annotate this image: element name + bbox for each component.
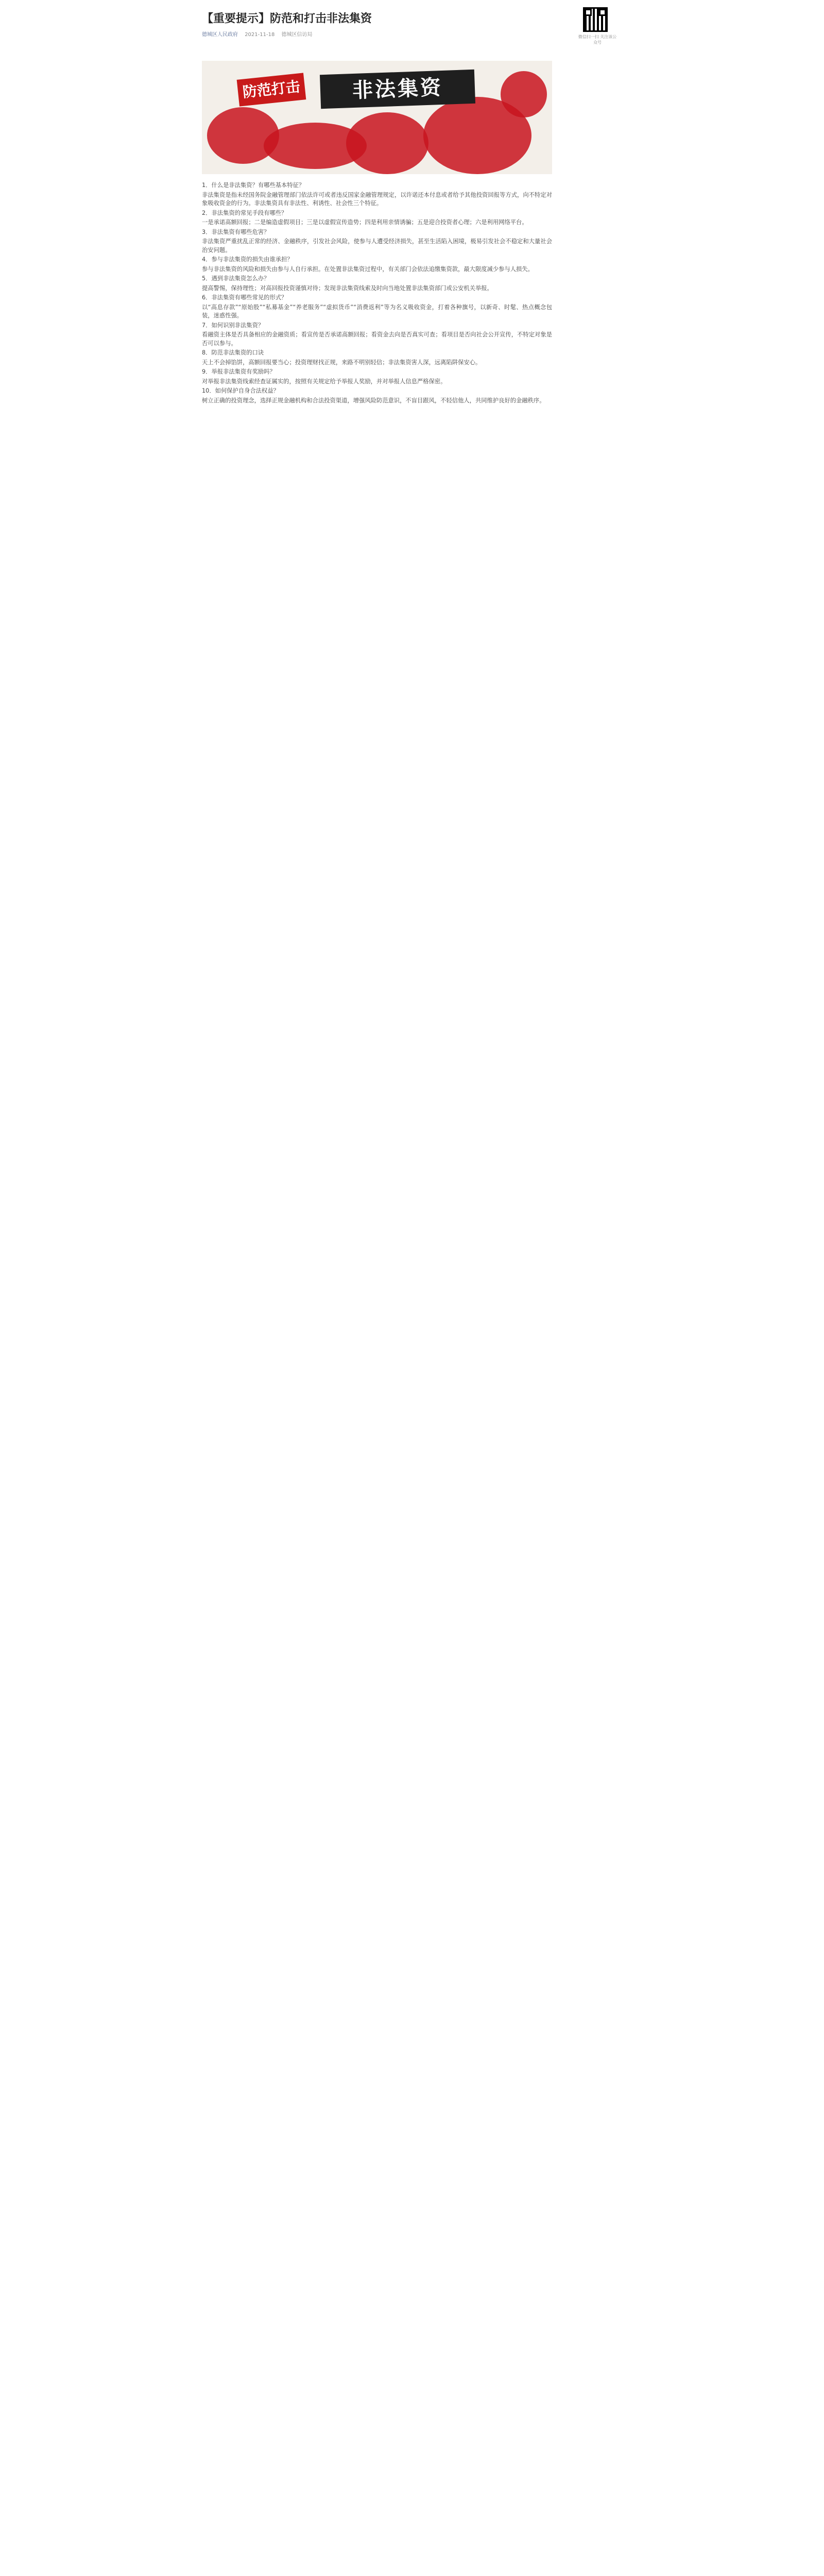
body-paragraph: 9．举报非法集资有奖励吗？ — [202, 368, 276, 375]
body-paragraph: 4．参与非法集资的损失由谁承担？ — [202, 256, 293, 263]
body-paragraph: 对举报非法集资线索经查证属实的，按照有关规定给予举报人奖励，并对举报人信息严格保密。 — [202, 378, 447, 385]
article-column — [202, 0, 552, 2576]
account-name[interactable]: 德城区人民政府 — [202, 32, 238, 38]
body-paragraph: 看融资主体是否具备相应的金融资质；看宣传是否承诺高额回报；看资金去向是否真实可查；看项目是否向社会公开宣传，不特定对象是否可以参与。 — [202, 331, 552, 347]
body-paragraph: 10．如何保护自身合法权益？ — [202, 387, 279, 394]
article-meta — [202, 30, 552, 39]
banner-right-tag: 非法集资 — [320, 70, 475, 109]
qr-code[interactable] — [583, 7, 608, 32]
banner-left-tag: 防范打击 — [237, 73, 306, 106]
body-paragraph: 一是承诺高额回报；二是编造虚假项目；三是以虚假宣传造势；四是利用亲情诱骗；五是迎合投资者心理；六是利用网络平台。 — [202, 219, 528, 226]
author-name: 德城区信访局 — [281, 32, 313, 38]
body-paragraph: 1．什么是非法集资？有哪些基本特征？ — [202, 182, 305, 189]
body-paragraph: 非法集资是指未经国务院金融管理部门依法许可或者违反国家金融管理规定，以许诺还本付息或者给予其他投资回报等方式，向不特定对象吸收资金的行为。非法集资具有非法性、利诱性、社会性三个特征。 — [202, 191, 552, 207]
body-paragraph: 树立正确的投资理念，选择正规金融机构和合法投资渠道，增强风险防范意识，不盲目跟风，不轻信他人，共同维护良好的金融秩序。 — [202, 397, 545, 404]
body-paragraph: 以“高息存款”“原始股”“私募基金”“养老服务”“虚拟货币”“消费返利”等为名义吸收资金，打着各种旗号，以新奇、时髦、热点概念包装，迷惑性强。 — [202, 303, 552, 319]
body-paragraph: 非法集资严重扰乱正常的经济、金融秩序，引发社会风险，使参与人遭受经济损失，甚至生活陷入困境，极易引发社会不稳定和大量社会治安问题。 — [202, 238, 552, 253]
qr-caption: 微信扫一扫 关注该公众号 — [578, 35, 617, 45]
qr-card — [577, 7, 618, 47]
article-body — [202, 181, 552, 2576]
article-title: 【重要提示】防范和打击非法集资 — [202, 12, 372, 25]
body-paragraph: 天上不会掉馅饼，高额回报要当心；投资理财找正规，来路不明别轻信；非法集资害人深，远离陷阱保安心。 — [202, 359, 482, 366]
body-paragraph: 提高警惕，保持理性；对高回报投资谨慎对待；发现非法集资线索及时向当地处置非法集资部门或公安机关举报。 — [202, 284, 493, 292]
body-paragraph: 2．非法集资的常见手段有哪些？ — [202, 209, 287, 216]
body-paragraph: 6．非法集资有哪些常见的形式？ — [202, 294, 287, 301]
publish-date: 2021-11-18 — [245, 32, 275, 38]
banner-image — [202, 61, 552, 174]
body-paragraph: 5．遇到非法集资怎么办？ — [202, 275, 270, 282]
body-paragraph: 7．如何识别非法集资？ — [202, 321, 264, 329]
body-paragraph: 8．防范非法集资的口诀 — [202, 349, 264, 356]
body-paragraph: 3．非法集资有哪些危害？ — [202, 228, 270, 235]
body-paragraph: 参与非法集资的风险和损失由参与人自行承担。在处置非法集资过程中，有关部门会依法追缴集资款，最大限度减少参与人损失。 — [202, 265, 534, 273]
